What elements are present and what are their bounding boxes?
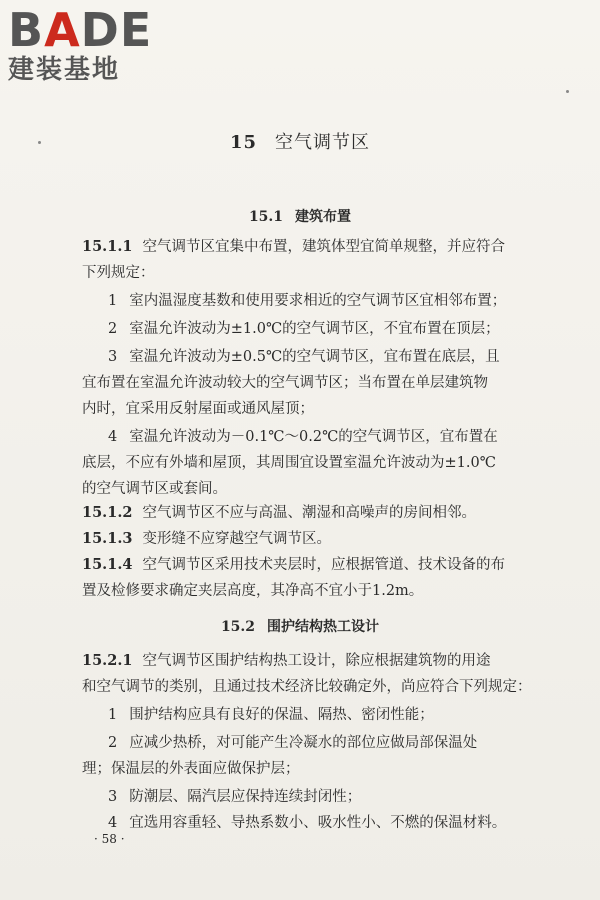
text-line: 置及检修要求确定夹层高度，其净高不宜小于1.2m。 bbox=[82, 583, 424, 599]
list-item-2 bbox=[108, 316, 552, 342]
list-item-2 bbox=[108, 730, 552, 756]
section-heading-15-2 bbox=[0, 616, 600, 636]
item-text: 宜选用容重轻、导热系数小、吸水性小、不燃的保温材料。 bbox=[129, 815, 507, 831]
clause-number: 15.2.1 bbox=[82, 652, 133, 669]
list-item-3 bbox=[108, 344, 552, 370]
list-item-1 bbox=[108, 288, 552, 314]
scan-speck bbox=[566, 90, 569, 93]
item-number: 2 bbox=[108, 735, 118, 751]
item-text: 防潮层、隔汽层应保持连续封闭性； bbox=[129, 789, 362, 805]
text-line: 和空气调节的类别，且通过技术经济比较确定外，尚应符合下列规定： bbox=[82, 679, 532, 695]
section-title: 建筑布置 bbox=[295, 209, 352, 225]
list-item-3 bbox=[108, 784, 552, 810]
list-item-4 bbox=[108, 810, 552, 836]
chapter-number: 15 bbox=[229, 132, 258, 153]
clause-text: 空气调节区围护结构热工设计，除应根据建筑物的用途 bbox=[142, 653, 491, 669]
chapter-heading bbox=[0, 128, 600, 154]
item-text: 应减少热桥，对可能产生冷凝水的部位应做局部保温处 bbox=[129, 735, 478, 751]
item-number: 4 bbox=[108, 429, 118, 445]
logo-letters-de: DE bbox=[80, 3, 153, 57]
clause-15-2-1 bbox=[82, 648, 552, 674]
section-number: 15.2 bbox=[220, 619, 256, 635]
item-text: 室温允许波动为－0.1℃～0.2℃的空气调节区，宜布置在 bbox=[129, 429, 498, 445]
section-title: 围护结构热工设计 bbox=[267, 619, 380, 635]
item-text: 室温允许波动为±0.5℃的空气调节区，宜布置在底层，且 bbox=[129, 349, 500, 365]
clause-text: 空气调节区宜集中布置，建筑体型宜简单规整，并应符合 bbox=[142, 239, 505, 255]
text-line: 下列规定： bbox=[82, 265, 155, 281]
bade-logo bbox=[8, 3, 178, 86]
clause-text: 空气调节区不应与高温、潮湿和高噪声的房间相邻。 bbox=[142, 505, 476, 521]
logo-wordmark bbox=[8, 3, 178, 57]
clause-number: 15.1.3 bbox=[82, 530, 133, 547]
chapter-title: 空气调节区 bbox=[275, 132, 371, 153]
text-line: 宜布置在室温允许波动较大的空气调节区；当布置在单层建筑物 bbox=[82, 375, 488, 391]
list-item-4 bbox=[108, 424, 552, 450]
text-line: 的空气调节区或套间。 bbox=[82, 481, 227, 497]
item-number: 4 bbox=[108, 815, 118, 831]
item-text: 室内温湿度基数和使用要求相近的空气调节区宜相邻布置； bbox=[129, 293, 507, 309]
item-number: 3 bbox=[108, 789, 118, 805]
logo-subtitle: 建装基地 bbox=[8, 55, 121, 85]
logo-letter-a: A bbox=[44, 3, 81, 57]
clause-number: 15.1.4 bbox=[82, 556, 133, 573]
item-number: 2 bbox=[108, 321, 118, 337]
text-line: 内时，宜采用反射屋面或通风屋顶； bbox=[82, 401, 314, 417]
clause-number: 15.1.1 bbox=[82, 238, 133, 255]
item-number: 1 bbox=[108, 707, 118, 723]
clause-text: 空气调节区采用技术夹层时，应根据管道、技术设备的布 bbox=[142, 557, 505, 573]
item-text: 围护结构应具有良好的保温、隔热、密闭性能； bbox=[129, 707, 434, 723]
section-number: 15.1 bbox=[248, 209, 284, 225]
list-item-1 bbox=[108, 702, 552, 728]
clause-text: 变形缝不应穿越空气调节区。 bbox=[142, 531, 331, 547]
clause-15-1-1 bbox=[82, 234, 552, 260]
clause-number: 15.1.2 bbox=[82, 504, 133, 521]
text-line: 底层，不应有外墙和屋顶，其周围宜设置室温允许波动为±1.0℃ bbox=[82, 455, 496, 471]
clause-15-1-2 bbox=[82, 500, 552, 526]
item-text: 室温允许波动为±1.0℃的空气调节区，不宜布置在顶层； bbox=[129, 321, 500, 337]
item-number: 1 bbox=[108, 293, 118, 309]
clause-15-1-3 bbox=[82, 526, 552, 552]
logo-letter-b: B bbox=[8, 3, 45, 57]
clause-15-1-4 bbox=[82, 552, 552, 578]
item-number: 3 bbox=[108, 349, 118, 365]
section-heading-15-1 bbox=[0, 206, 600, 226]
page-number: · 58 · bbox=[94, 832, 125, 846]
text-line: 理；保温层的外表面应做保护层； bbox=[82, 761, 300, 777]
